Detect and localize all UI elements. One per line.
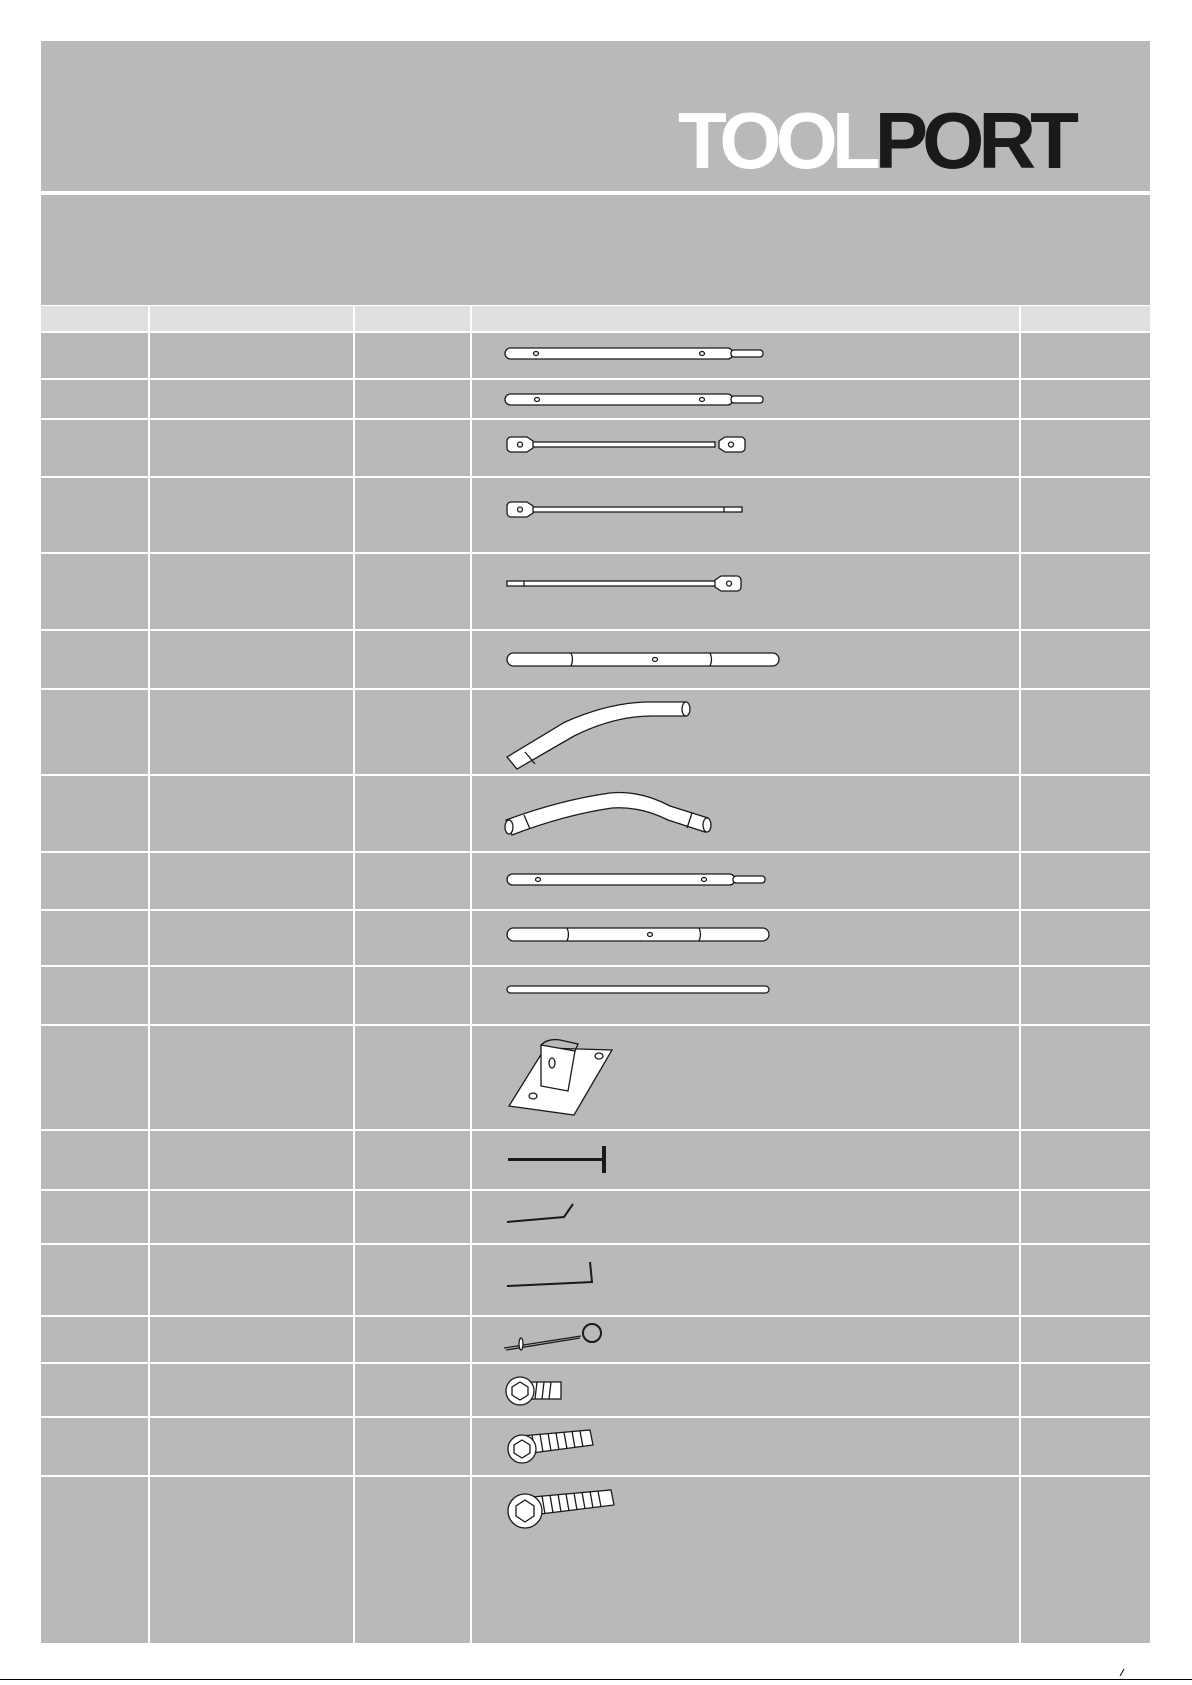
tube-with-spigot-icon bbox=[505, 394, 763, 405]
tube-with-spigot-icon bbox=[505, 348, 763, 359]
hex-key-large-icon bbox=[507, 1262, 592, 1286]
tube-with-spigot-icon bbox=[507, 874, 765, 885]
rod-eyelet-left-icon bbox=[507, 502, 742, 517]
bolt-short-icon bbox=[506, 1377, 561, 1405]
bolt-long-icon bbox=[508, 1490, 614, 1528]
eye-hook-peg-icon bbox=[504, 1324, 601, 1350]
mounting-bracket-icon bbox=[509, 1040, 612, 1115]
toolport-logo: TOOLPORT bbox=[678, 96, 1073, 185]
footer-rule bbox=[0, 1679, 1192, 1680]
t-peg-icon bbox=[508, 1146, 606, 1173]
tube-crimped-icon bbox=[507, 928, 769, 941]
straight-rod-icon bbox=[507, 986, 769, 993]
curved-tube-icon bbox=[505, 793, 711, 835]
rod-eyelet-right-icon bbox=[507, 576, 741, 591]
bent-tube-icon bbox=[507, 702, 690, 769]
rod-two-eyelets-icon bbox=[507, 437, 745, 452]
bolt-medium-icon bbox=[508, 1430, 593, 1463]
hex-key-small-icon bbox=[507, 1204, 573, 1222]
tube-crimped-icon bbox=[507, 653, 779, 666]
